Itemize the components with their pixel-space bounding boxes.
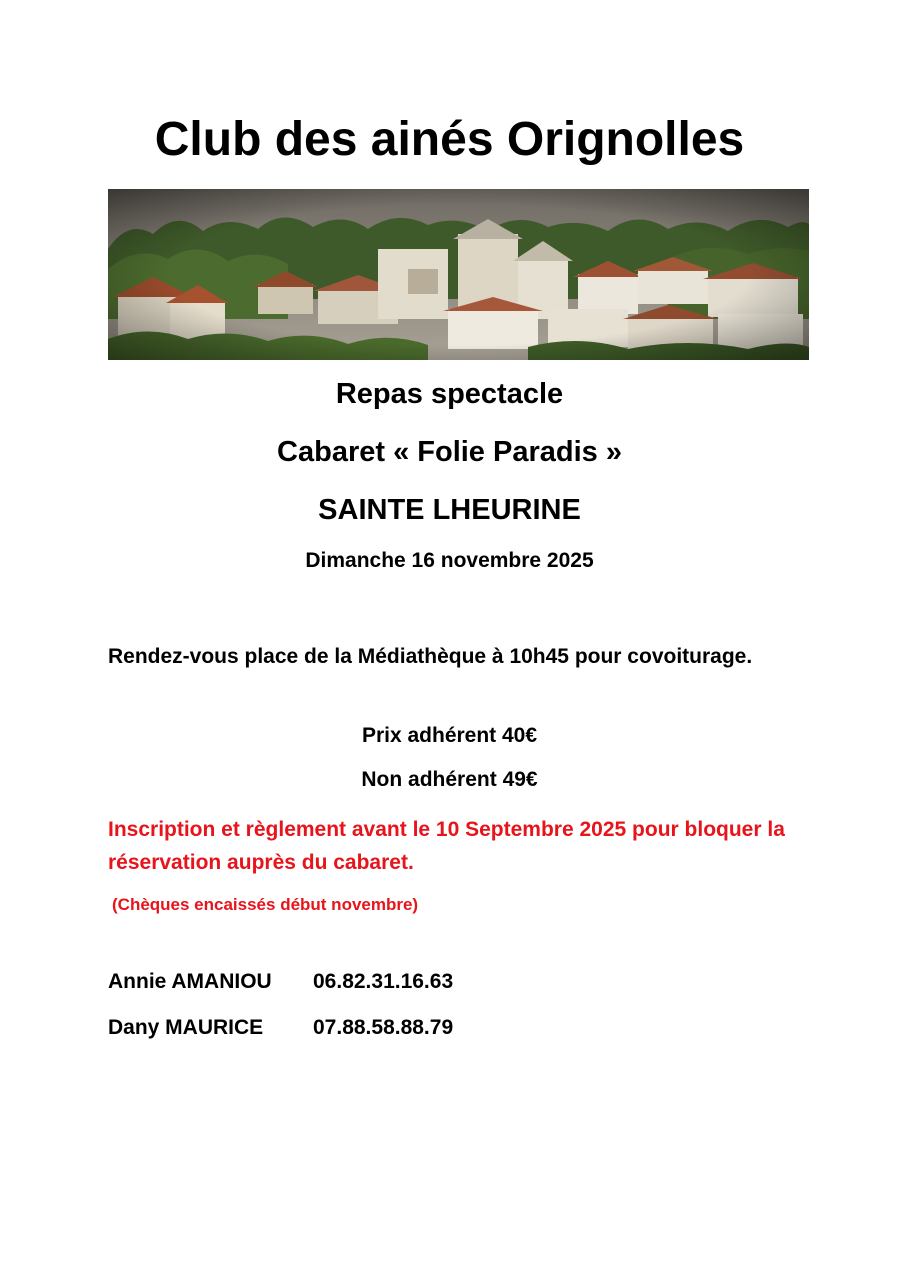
registration-notice: Inscription et règlement avant le 10 Septembre 2025 pour bloquer la réservation auprès du cabaret. — [108, 818, 785, 874]
event-date: Dimanche 16 novembre 2025 — [305, 549, 594, 572]
cheques-note: (Chèques encaissés début novembre) — [112, 895, 419, 914]
page-title: Club des ainés Orignolles — [154, 113, 745, 166]
contact-phone: 06.82.31.16.63 — [313, 970, 454, 993]
contact-row — [108, 970, 453, 994]
event-type: Repas spectacle — [335, 378, 564, 410]
price-member: Prix adhérent 40€ — [361, 724, 538, 747]
contact-row — [108, 1016, 453, 1040]
contact-name: Annie AMANIOU — [108, 970, 272, 993]
price-non-member: Non adhérent 49€ — [361, 768, 538, 791]
meeting-info: Rendez-vous place de la Médiathèque à 10h45 pour covoiturage. — [108, 645, 753, 668]
village-photo — [108, 189, 809, 360]
contact-name: Dany MAURICE — [108, 1016, 264, 1039]
event-venue: Cabaret « Folie Paradis » — [277, 436, 622, 468]
event-place: SAINTE LHEURINE — [318, 494, 581, 526]
contact-phone: 07.88.58.88.79 — [313, 1016, 454, 1039]
